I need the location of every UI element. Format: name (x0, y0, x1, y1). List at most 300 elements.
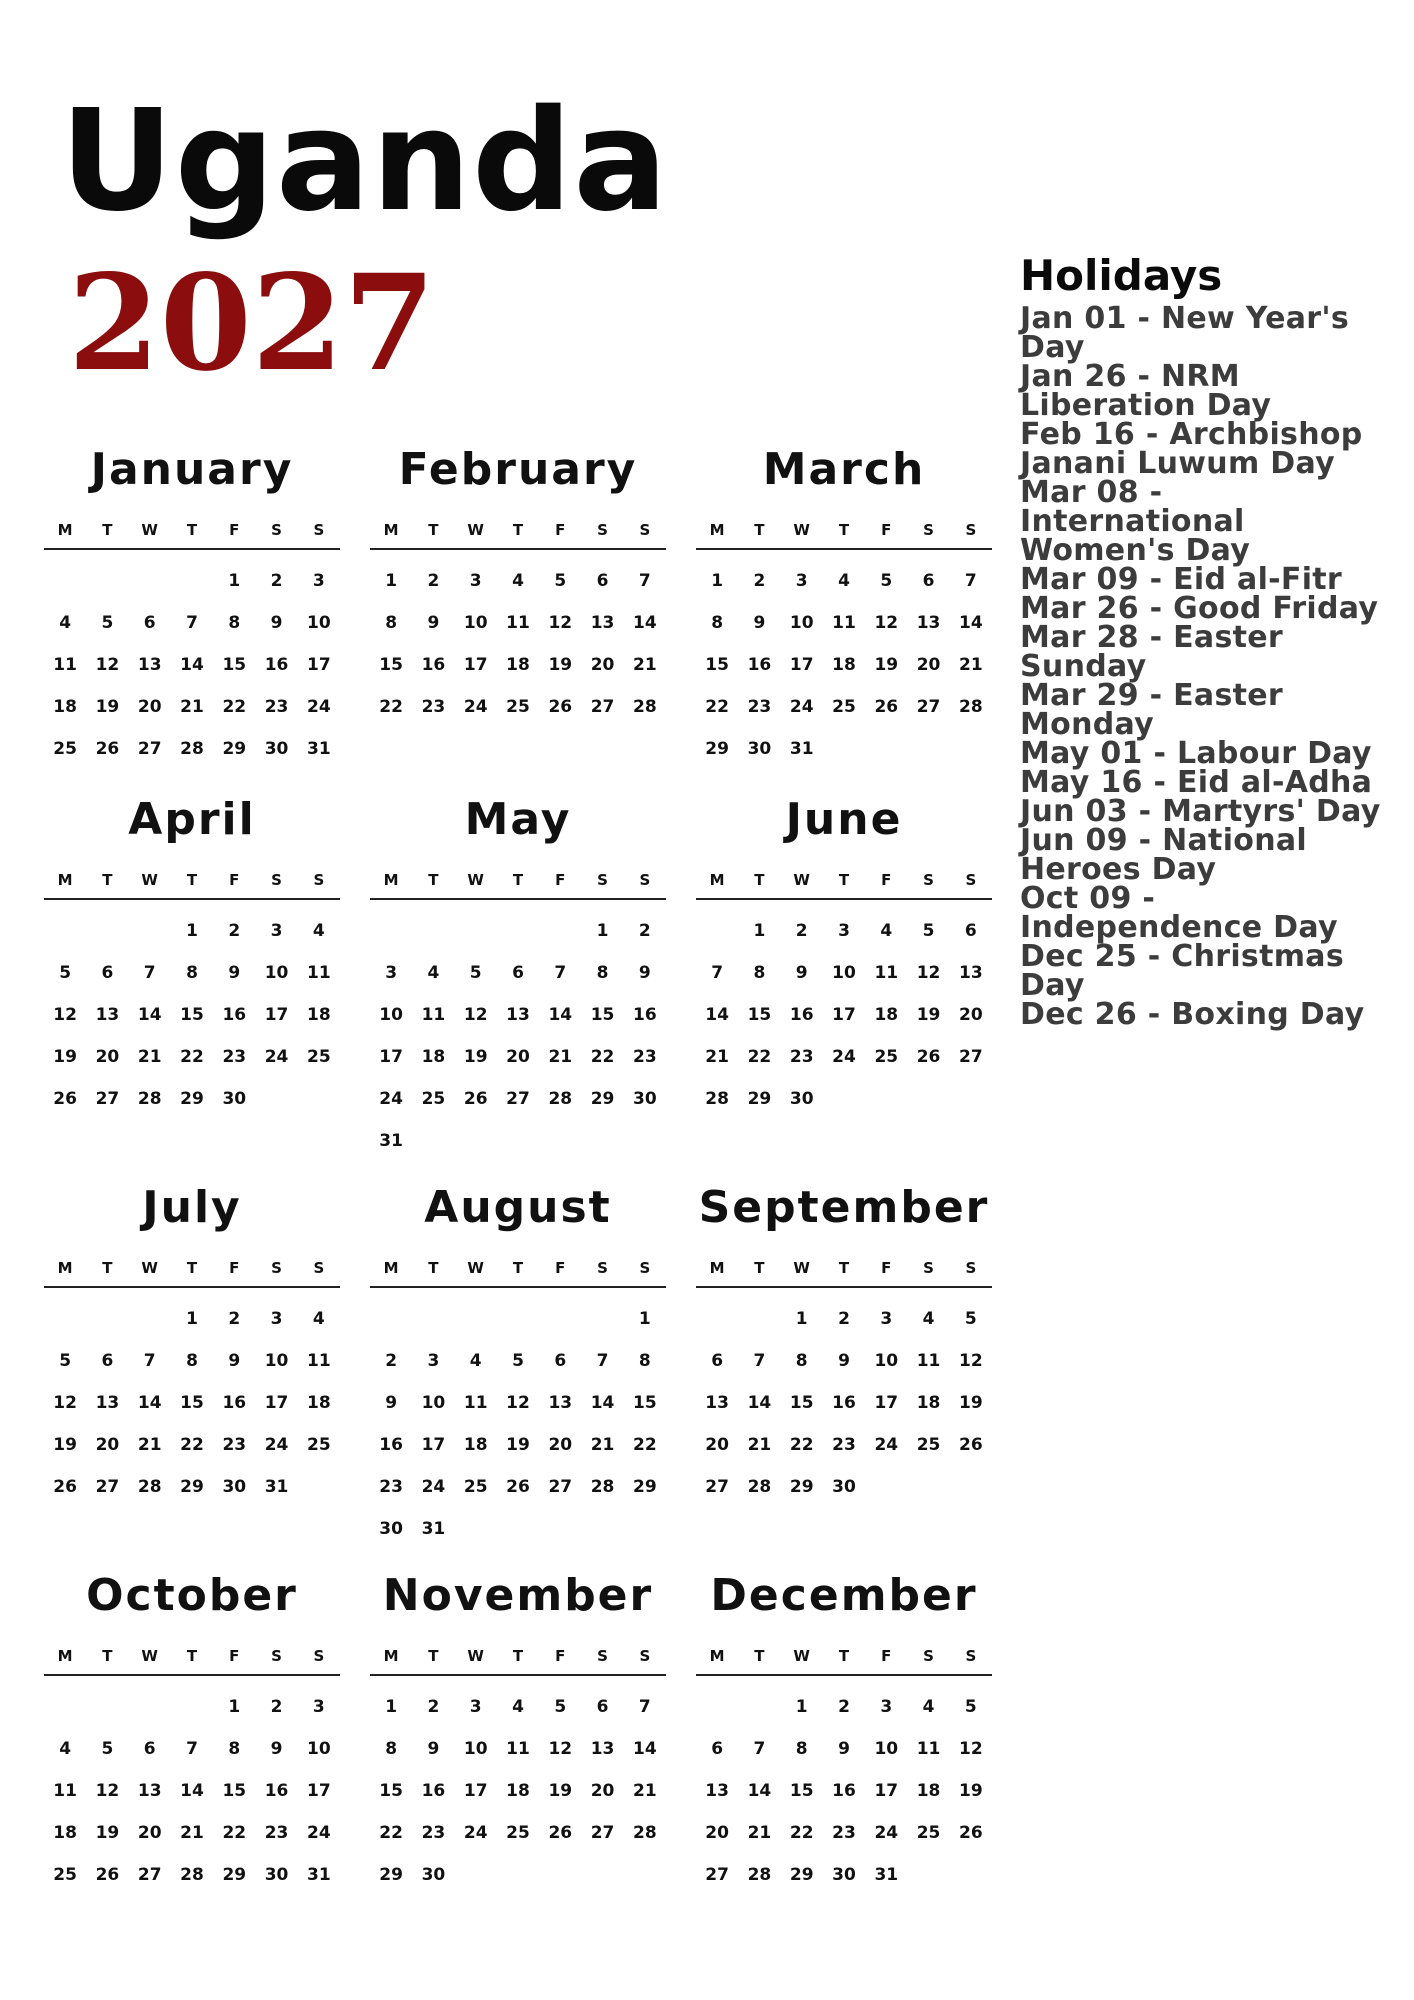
weekday-label: T (754, 871, 765, 889)
day-cell: 11 (53, 655, 77, 675)
day-cell: 13 (705, 1393, 729, 1413)
day-cell: 27 (506, 1089, 530, 1109)
day-cell: 3 (469, 1697, 482, 1717)
day-cell: 28 (590, 1477, 615, 1497)
day-cell: 14 (137, 1005, 162, 1025)
weekday-header (696, 862, 992, 900)
day-cell: 26 (959, 1435, 983, 1455)
weekday-label: S (597, 521, 608, 539)
weekday-label: T (838, 1259, 850, 1277)
day-cell: 4 (512, 571, 524, 591)
day-grid (370, 910, 666, 1162)
holiday-item: Mar 28 - Easter Sunday (1020, 620, 1284, 685)
day-cell: 25 (916, 1823, 941, 1843)
day-cell: 15 (180, 1393, 204, 1413)
weekday-label: M (383, 1259, 399, 1277)
day-cell: 13 (590, 613, 615, 633)
page-title: Uganda (60, 80, 669, 243)
weekday-header (696, 512, 992, 550)
day-cell: 14 (180, 655, 204, 675)
day-cell: 12 (506, 1393, 530, 1413)
day-cell: 7 (711, 963, 724, 983)
day-cell: 9 (638, 963, 651, 983)
weekday-label: T (838, 871, 850, 889)
month-name: January (90, 444, 294, 495)
day-cell: 2 (385, 1351, 398, 1371)
day-cell: 19 (959, 1781, 983, 1801)
holiday-list (1020, 301, 1390, 1033)
day-cell: 12 (548, 613, 573, 633)
day-cell: 16 (222, 1005, 247, 1025)
weekday-label: S (923, 1647, 934, 1665)
day-cell: 23 (832, 1823, 856, 1843)
year-heading: 2027 (68, 246, 436, 401)
holiday-item: Oct 09 - Independence Day (1020, 881, 1338, 946)
day-cell: 7 (596, 1351, 609, 1371)
day-cell: 29 (222, 739, 247, 759)
day-cell: 24 (264, 1435, 289, 1455)
weekday-header (370, 1638, 666, 1676)
day-cell: 16 (832, 1393, 856, 1413)
day-cell: 18 (307, 1005, 331, 1025)
day-cell: 17 (307, 655, 331, 675)
weekday-label: M (383, 1647, 399, 1665)
day-cell: 15 (747, 1005, 772, 1025)
day-cell: 11 (421, 1005, 446, 1025)
day-cell: 3 (469, 571, 482, 591)
day-cell: 24 (832, 1047, 856, 1067)
weekday-header (696, 1250, 992, 1288)
day-cell: 1 (385, 571, 398, 591)
day-cell: 4 (59, 1739, 72, 1759)
weekday-header (370, 862, 666, 900)
day-cell: 10 (307, 1739, 331, 1759)
day-cell: 6 (101, 963, 114, 983)
day-cell: 12 (95, 655, 120, 675)
weekday-label: W (141, 521, 158, 539)
weekday-label: F (881, 521, 892, 539)
day-cell: 22 (747, 1047, 772, 1067)
day-cell: 5 (880, 571, 893, 591)
day-cell: 5 (512, 1351, 524, 1371)
weekday-label: S (965, 1259, 977, 1277)
day-cell: 9 (838, 1351, 850, 1371)
day-cell: 6 (711, 1351, 724, 1371)
day-cell: 14 (747, 1781, 772, 1801)
day-cell: 25 (53, 739, 77, 759)
day-cell: 2 (427, 571, 440, 591)
month-name: November (382, 1570, 654, 1621)
day-cell: 27 (590, 1823, 615, 1843)
weekday-label: F (555, 1647, 566, 1665)
day-cell: 18 (421, 1047, 446, 1067)
weekday-label: T (186, 1259, 198, 1277)
weekday-header (696, 1638, 992, 1676)
weekday-label: T (754, 1647, 765, 1665)
day-cell: 1 (795, 1309, 808, 1329)
weekday-label: S (313, 1259, 325, 1277)
day-cell: 21 (633, 1781, 657, 1801)
day-cell: 15 (180, 1005, 204, 1025)
weekday-label: S (639, 1259, 651, 1277)
day-cell: 13 (137, 655, 162, 675)
day-cell: 21 (137, 1435, 162, 1455)
day-cell: 4 (59, 613, 72, 633)
day-cell: 28 (747, 1477, 772, 1497)
day-cell: 27 (705, 1477, 729, 1497)
day-cell: 5 (964, 1697, 977, 1717)
day-cell: 17 (463, 655, 488, 675)
day-cell: 18 (53, 697, 77, 717)
month-name: August (424, 1182, 612, 1233)
day-cell: 28 (705, 1089, 729, 1109)
day-cell: 21 (180, 1823, 204, 1843)
weekday-label: W (467, 1259, 484, 1277)
weekday-label: W (793, 1647, 810, 1665)
day-cell: 29 (789, 1477, 814, 1497)
day-cell: 12 (959, 1351, 983, 1371)
day-cell: 25 (506, 1823, 530, 1843)
day-cell: 5 (964, 1309, 977, 1329)
weekday-label: F (881, 1647, 892, 1665)
holiday-item: Mar 08 - International Women's Day (1020, 475, 1251, 569)
day-cell: 25 (916, 1435, 941, 1455)
day-cell: 11 (874, 963, 899, 983)
holiday-item: Jan 26 - NRM Liberation Day (1020, 359, 1272, 424)
day-cell: 15 (789, 1781, 814, 1801)
weekday-label: S (271, 1259, 282, 1277)
day-cell: 20 (959, 1005, 983, 1025)
day-cell: 4 (469, 1351, 482, 1371)
day-cell: 30 (264, 1865, 289, 1885)
day-cell: 25 (506, 697, 530, 717)
day-cell: 24 (379, 1089, 403, 1109)
holiday-item: Dec 25 - Christmas Day (1020, 939, 1344, 1004)
weekday-label: T (102, 521, 113, 539)
day-cell: 11 (506, 1739, 530, 1759)
holiday-item: May 16 - Eid al-Adha (1020, 765, 1373, 801)
day-cell: 10 (463, 613, 488, 633)
day-cell: 7 (554, 963, 567, 983)
day-cell: 17 (307, 1781, 331, 1801)
month-june (696, 794, 992, 1120)
weekday-label: W (467, 1647, 484, 1665)
month-name: December (710, 1570, 978, 1621)
day-cell: 2 (795, 921, 808, 941)
day-cell: 24 (463, 697, 488, 717)
day-cell: 6 (143, 613, 156, 633)
day-cell: 16 (789, 1005, 814, 1025)
holiday-item: Jan 01 - New Year's Day (1020, 301, 1350, 366)
day-cell: 16 (421, 655, 446, 675)
day-cell: 2 (228, 1309, 241, 1329)
weekday-label: T (102, 871, 113, 889)
weekday-label: S (965, 871, 977, 889)
day-cell: 11 (916, 1351, 941, 1371)
weekday-label: T (754, 521, 765, 539)
day-cell: 27 (548, 1477, 573, 1497)
day-cell: 4 (427, 963, 440, 983)
weekday-label: S (313, 871, 325, 889)
day-cell: 24 (264, 1047, 289, 1067)
weekday-label: F (881, 871, 892, 889)
day-cell: 4 (838, 571, 850, 591)
day-cell: 23 (379, 1477, 403, 1497)
day-cell: 27 (95, 1089, 120, 1109)
day-cell: 27 (95, 1477, 120, 1497)
day-cell: 12 (53, 1393, 77, 1413)
day-cell: 18 (506, 1781, 530, 1801)
day-cell: 12 (95, 1781, 120, 1801)
weekday-label: T (512, 521, 524, 539)
day-cell: 12 (53, 1005, 77, 1025)
day-cell: 19 (95, 1823, 120, 1843)
day-cell: 22 (180, 1435, 204, 1455)
day-cell: 6 (964, 921, 977, 941)
weekday-label: F (229, 1259, 240, 1277)
day-cell: 14 (137, 1393, 162, 1413)
day-cell: 12 (959, 1739, 983, 1759)
weekday-label: F (229, 1647, 240, 1665)
day-cell: 8 (228, 613, 241, 633)
day-cell: 10 (463, 1739, 488, 1759)
day-cell: 4 (312, 921, 325, 941)
day-cell: 24 (421, 1477, 446, 1497)
holiday-item: Mar 09 - Eid al-Fitr (1020, 562, 1343, 598)
weekday-label: F (555, 1259, 566, 1277)
month-name: June (785, 794, 903, 845)
weekday-label: W (141, 871, 158, 889)
day-cell: 5 (59, 1351, 72, 1371)
weekday-label: M (383, 871, 399, 889)
month-january (44, 444, 340, 770)
day-cell: 30 (222, 1089, 247, 1109)
day-cell: 31 (307, 1865, 331, 1885)
day-cell: 6 (922, 571, 935, 591)
day-cell: 17 (789, 655, 814, 675)
day-cell: 30 (789, 1089, 814, 1109)
day-cell: 8 (795, 1739, 808, 1759)
day-cell: 17 (874, 1781, 899, 1801)
day-cell: 23 (633, 1047, 657, 1067)
day-cell: 14 (959, 613, 983, 633)
day-cell: 22 (379, 1823, 403, 1843)
day-cell: 20 (590, 1781, 615, 1801)
day-cell: 20 (137, 697, 162, 717)
day-cell: 3 (427, 1351, 440, 1371)
day-cell: 1 (186, 1309, 198, 1329)
day-cell: 29 (633, 1477, 657, 1497)
day-cell: 17 (421, 1435, 446, 1455)
day-cell: 14 (747, 1393, 772, 1413)
day-cell: 29 (590, 1089, 615, 1109)
day-cell: 28 (747, 1865, 772, 1885)
weekday-label: S (313, 521, 325, 539)
day-cell: 17 (874, 1393, 899, 1413)
day-cell: 27 (705, 1865, 729, 1885)
day-cell: 4 (312, 1309, 325, 1329)
day-cell: 17 (463, 1781, 488, 1801)
day-cell: 13 (705, 1781, 729, 1801)
weekday-label: F (881, 1259, 892, 1277)
day-cell: 23 (222, 1435, 247, 1455)
day-cell: 27 (916, 697, 941, 717)
weekday-label: W (141, 1259, 158, 1277)
day-cell: 12 (874, 613, 899, 633)
day-cell: 12 (548, 1739, 573, 1759)
day-cell: 6 (101, 1351, 114, 1371)
day-cell: 1 (228, 1697, 241, 1717)
weekday-label: T (428, 521, 439, 539)
day-cell: 11 (463, 1393, 488, 1413)
weekday-header (44, 862, 340, 900)
day-cell: 10 (264, 963, 289, 983)
month-may (370, 794, 666, 1162)
day-cell: 19 (548, 655, 573, 675)
day-grid (696, 1298, 992, 1508)
day-cell: 14 (590, 1393, 615, 1413)
day-cell: 29 (222, 1865, 247, 1885)
day-cell: 21 (747, 1823, 772, 1843)
day-cell: 15 (379, 655, 403, 675)
day-cell: 6 (143, 1739, 156, 1759)
day-cell: 23 (747, 697, 772, 717)
weekday-label: W (793, 871, 810, 889)
day-cell: 19 (463, 1047, 488, 1067)
day-cell: 9 (427, 1739, 440, 1759)
day-cell: 24 (307, 1823, 331, 1843)
weekday-header (370, 1250, 666, 1288)
day-cell: 4 (922, 1697, 935, 1717)
day-cell: 8 (186, 963, 198, 983)
weekday-label: W (141, 1647, 158, 1665)
day-cell: 27 (590, 697, 615, 717)
day-grid (44, 1298, 340, 1508)
day-cell: 3 (312, 571, 325, 591)
day-cell: 20 (705, 1823, 729, 1843)
day-cell: 10 (264, 1351, 289, 1371)
day-cell: 28 (548, 1089, 573, 1109)
day-cell: 21 (959, 655, 983, 675)
weekday-label: T (512, 1647, 524, 1665)
day-cell: 2 (270, 571, 283, 591)
day-grid (370, 1298, 666, 1550)
weekday-label: W (793, 1259, 810, 1277)
day-cell: 1 (795, 1697, 808, 1717)
day-grid (44, 910, 340, 1120)
day-cell: 19 (53, 1435, 77, 1455)
day-cell: 2 (427, 1697, 440, 1717)
weekday-label: M (57, 1647, 73, 1665)
weekday-label: T (186, 1647, 198, 1665)
day-cell: 28 (137, 1477, 162, 1497)
day-cell: 7 (186, 613, 198, 633)
day-cell: 31 (421, 1519, 446, 1539)
day-cell: 28 (180, 1865, 204, 1885)
day-cell: 6 (512, 963, 524, 983)
day-cell: 8 (753, 963, 766, 983)
day-cell: 16 (222, 1393, 247, 1413)
day-cell: 13 (548, 1393, 573, 1413)
day-cell: 31 (264, 1477, 289, 1497)
day-grid (44, 560, 340, 770)
day-cell: 7 (638, 571, 651, 591)
weekday-label: M (383, 521, 399, 539)
day-cell: 17 (264, 1393, 289, 1413)
day-cell: 17 (264, 1005, 289, 1025)
month-name: April (128, 794, 256, 845)
day-cell: 10 (874, 1739, 899, 1759)
day-cell: 11 (506, 613, 530, 633)
holidays-heading: Holidays (1020, 251, 1223, 300)
day-cell: 24 (463, 1823, 488, 1843)
day-cell: 8 (638, 1351, 651, 1371)
day-cell: 21 (137, 1047, 162, 1067)
day-cell: 20 (590, 655, 615, 675)
day-cell: 27 (137, 1865, 162, 1885)
month-august (370, 1182, 666, 1550)
day-cell: 31 (789, 739, 814, 759)
day-cell: 13 (95, 1393, 120, 1413)
day-grid (696, 1686, 992, 1896)
day-cell: 13 (95, 1005, 120, 1025)
day-cell: 22 (590, 1047, 615, 1067)
day-cell: 19 (95, 697, 120, 717)
day-cell: 2 (838, 1309, 850, 1329)
weekday-label: S (271, 871, 282, 889)
day-cell: 1 (638, 1309, 651, 1329)
weekday-label: S (639, 521, 651, 539)
day-cell: 3 (385, 963, 398, 983)
day-cell: 21 (633, 655, 657, 675)
holiday-item: May 01 - Labour Day (1020, 736, 1372, 772)
weekday-label: T (102, 1259, 113, 1277)
day-cell: 23 (421, 697, 446, 717)
day-cell: 7 (638, 1697, 651, 1717)
day-cell: 8 (711, 613, 724, 633)
day-cell: 28 (180, 739, 204, 759)
day-cell: 9 (838, 1739, 850, 1759)
day-cell: 30 (832, 1865, 856, 1885)
day-cell: 26 (916, 1047, 941, 1067)
day-cell: 29 (379, 1865, 403, 1885)
day-cell: 15 (705, 655, 729, 675)
day-cell: 4 (922, 1309, 935, 1329)
weekday-label: T (512, 871, 524, 889)
day-cell: 18 (53, 1823, 77, 1843)
day-cell: 2 (753, 571, 766, 591)
weekday-label: S (271, 1647, 282, 1665)
holiday-item: Mar 26 - Good Friday (1020, 591, 1379, 627)
day-cell: 2 (838, 1697, 850, 1717)
day-cell: 14 (633, 613, 657, 633)
day-cell: 31 (379, 1131, 403, 1151)
day-cell: 23 (222, 1047, 247, 1067)
day-cell: 6 (596, 571, 609, 591)
day-cell: 24 (307, 697, 331, 717)
day-cell: 3 (312, 1697, 325, 1717)
day-cell: 11 (53, 1781, 77, 1801)
weekday-label: T (428, 1259, 439, 1277)
month-april (44, 794, 340, 1120)
weekday-label: M (709, 871, 725, 889)
day-cell: 26 (95, 1865, 120, 1885)
day-cell: 14 (633, 1739, 657, 1759)
day-cell: 12 (916, 963, 941, 983)
day-cell: 18 (463, 1435, 488, 1455)
weekday-label: T (838, 521, 850, 539)
weekday-header (44, 1638, 340, 1676)
